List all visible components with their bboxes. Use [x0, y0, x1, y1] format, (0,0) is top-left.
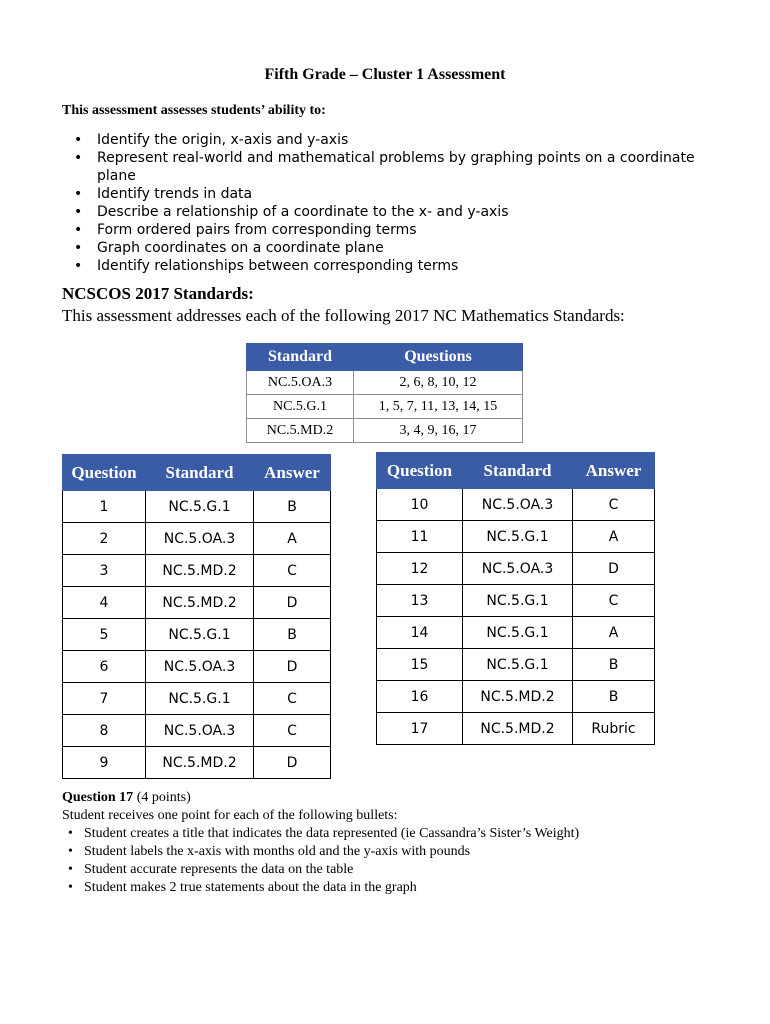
answer-cell: A [573, 521, 655, 553]
rubric-criterion: • Student creates a title that indicates the data represented (ie Cassandra’s Sister’s Weight) [68, 826, 580, 841]
standards-table [246, 343, 523, 443]
rubric-points: (4 points) [136, 790, 191, 805]
objective-item: • Identify relationships between corresponding terms [74, 258, 459, 274]
standard-cell: NC.5.OA.3 [146, 651, 254, 683]
standard-cell: NC.5.G.1 [247, 395, 354, 419]
standard-cell: NC.5.MD.2 [463, 681, 573, 713]
table-row [63, 619, 331, 651]
objective-item: • Represent real-world and mathematical problems by graphing points on a coordinate plane [74, 150, 695, 184]
rubric-question-label: Question 17 [62, 790, 134, 805]
question-number-cell: 9 [63, 747, 146, 779]
questions-cell: 3, 4, 9, 16, 17 [354, 419, 523, 443]
table-row [377, 681, 655, 713]
questions-cell: 2, 6, 8, 10, 12 [354, 371, 523, 395]
question-number-cell: 6 [63, 651, 146, 683]
table-row [377, 649, 655, 681]
standard-cell: NC.5.G.1 [463, 521, 573, 553]
bullet-icon: • [74, 222, 83, 238]
question-number-cell: 14 [377, 617, 463, 649]
rubric-criteria-list [62, 825, 742, 897]
answer-cell: C [254, 555, 331, 587]
question-number-cell: 15 [377, 649, 463, 681]
table-header-row [377, 453, 655, 489]
standard-cell: NC.5.MD.2 [247, 419, 354, 443]
standard-cell: NC.5.G.1 [146, 619, 254, 651]
objective-item: • Graph coordinates on a coordinate plane [74, 240, 384, 256]
objectives-list [74, 131, 714, 275]
standard-cell: NC.5.MD.2 [146, 587, 254, 619]
table-row [63, 747, 331, 779]
answer-cell: D [254, 747, 331, 779]
objective-item: • Identify trends in data [74, 186, 253, 202]
question-number-cell: 2 [63, 523, 146, 555]
bullet-icon: • [68, 862, 73, 877]
table-row [247, 419, 523, 443]
table-header-row [63, 455, 331, 491]
answer-cell: B [254, 619, 331, 651]
answer-cell: C [254, 715, 331, 747]
question-number-cell: 7 [63, 683, 146, 715]
bullet-icon: • [68, 880, 73, 895]
bullet-icon: • [74, 204, 83, 220]
column-header: Answer [573, 453, 655, 489]
table-row [63, 715, 331, 747]
table-row [377, 521, 655, 553]
bullet-icon: • [68, 826, 73, 841]
answer-rows [377, 489, 655, 745]
table-row [377, 617, 655, 649]
table-header-row [247, 344, 523, 371]
column-header: Answer [254, 455, 331, 491]
bullet-icon: • [74, 258, 83, 274]
bullet-icon: • [74, 150, 83, 166]
question-number-cell: 4 [63, 587, 146, 619]
answer-cell: D [573, 553, 655, 585]
column-header: Questions [354, 344, 523, 371]
table-row [247, 371, 523, 395]
question-number-cell: 16 [377, 681, 463, 713]
standard-cell: NC.5.G.1 [463, 585, 573, 617]
column-header: Standard [146, 455, 254, 491]
answer-cell: Rubric [573, 713, 655, 745]
answer-key-table-right [376, 452, 655, 745]
table-row [63, 651, 331, 683]
table-row [63, 683, 331, 715]
rubric-heading [62, 789, 742, 807]
standard-cell: NC.5.G.1 [463, 649, 573, 681]
question-number-cell: 11 [377, 521, 463, 553]
column-header: Standard [463, 453, 573, 489]
answer-cell: A [254, 523, 331, 555]
question-number-cell: 17 [377, 713, 463, 745]
answer-cell: D [254, 651, 331, 683]
table-row [63, 587, 331, 619]
rubric-criterion: • Student accurate represents the data on the table [68, 862, 354, 877]
answer-key-table-left [62, 454, 331, 779]
bullet-icon: • [74, 132, 83, 148]
table-row [377, 489, 655, 521]
question-17-rubric [62, 789, 742, 897]
question-number-cell: 10 [377, 489, 463, 521]
question-number-cell: 13 [377, 585, 463, 617]
standard-cell: NC.5.OA.3 [463, 553, 573, 585]
answer-cell: C [254, 683, 331, 715]
question-number-cell: 3 [63, 555, 146, 587]
table-row [377, 585, 655, 617]
bullet-icon: • [74, 186, 83, 202]
standards-heading: NCSCOS 2017 Standards: [62, 284, 254, 303]
standard-cell: NC.5.OA.3 [146, 523, 254, 555]
objectives-area [60, 128, 760, 275]
answer-cell: A [573, 617, 655, 649]
standard-cell: NC.5.OA.3 [247, 371, 354, 395]
standard-cell: NC.5.G.1 [146, 683, 254, 715]
objective-item: • Describe a relationship of a coordinate to the x- and y-axis [74, 204, 509, 220]
standard-cell: NC.5.MD.2 [146, 747, 254, 779]
standard-cell: NC.5.G.1 [463, 617, 573, 649]
bullet-icon: • [74, 240, 83, 256]
question-number-cell: 5 [63, 619, 146, 651]
standard-cell: NC.5.MD.2 [146, 555, 254, 587]
table-row [63, 523, 331, 555]
standard-cell: NC.5.MD.2 [463, 713, 573, 745]
column-header: Standard [247, 344, 354, 371]
table-row [377, 553, 655, 585]
answer-cell: D [254, 587, 331, 619]
standard-cell: NC.5.OA.3 [463, 489, 573, 521]
question-number-cell: 12 [377, 553, 463, 585]
rubric-criterion: • Student makes 2 true statements about the data in the graph [68, 880, 417, 895]
answer-cell: B [254, 491, 331, 523]
table-row [63, 555, 331, 587]
objective-item: • Identify the origin, x-axis and y-axis [74, 132, 349, 148]
answer-cell: C [573, 489, 655, 521]
answer-cell: C [573, 585, 655, 617]
column-header: Question [377, 453, 463, 489]
question-number-cell: 1 [63, 491, 146, 523]
table-row [377, 713, 655, 745]
answer-cell: B [573, 649, 655, 681]
table-row [63, 491, 331, 523]
answer-cell: B [573, 681, 655, 713]
standard-cell: NC.5.OA.3 [146, 715, 254, 747]
rubric-intro: Student receives one point for each of the following bullets: [62, 808, 398, 823]
table-row [247, 395, 523, 419]
standard-cell: NC.5.G.1 [146, 491, 254, 523]
bullet-icon: • [68, 844, 73, 859]
standards-description: This assessment addresses each of the following 2017 NC Mathematics Standards: [62, 306, 625, 325]
answer-rows [63, 491, 331, 779]
objective-item: • Form ordered pairs from corresponding terms [74, 222, 417, 238]
intro-text: This assessment assesses students’ ability to: [62, 103, 326, 118]
document-title: Fifth Grade – Cluster 1 Assessment [264, 66, 506, 83]
column-header: Question [63, 455, 146, 491]
question-number-cell: 8 [63, 715, 146, 747]
rubric-criterion: • Student labels the x-axis with months old and the y-axis with pounds [68, 844, 471, 859]
questions-cell: 1, 5, 7, 11, 13, 14, 15 [354, 395, 523, 419]
